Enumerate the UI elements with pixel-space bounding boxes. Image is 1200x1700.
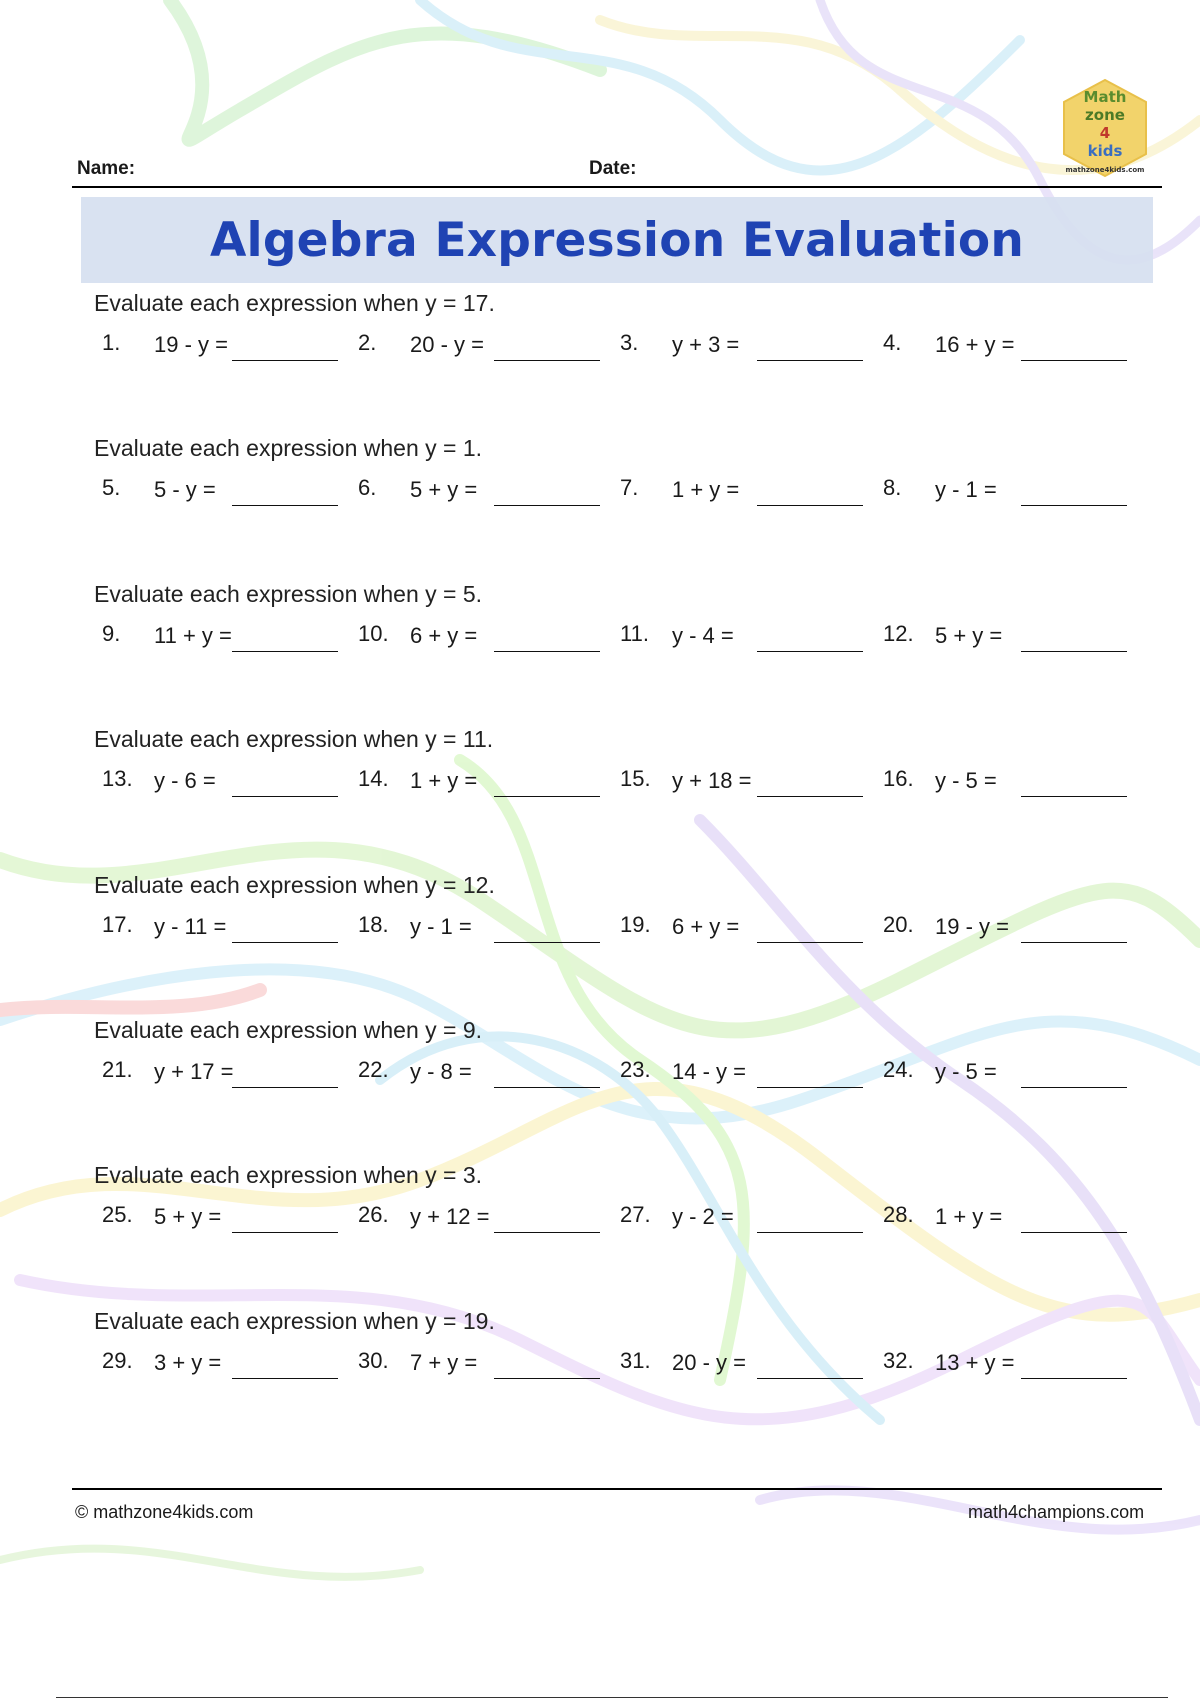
problem-item — [883, 330, 1127, 364]
problem-number: 10. — [358, 620, 389, 646]
answer-blank[interactable] — [494, 1378, 600, 1379]
problem-number: 25. — [102, 1202, 133, 1228]
answer-blank[interactable] — [1021, 1087, 1127, 1088]
problem-number: 9. — [102, 620, 121, 646]
problem-item — [620, 1202, 863, 1236]
problem-item — [358, 621, 600, 655]
answer-blank[interactable] — [232, 651, 338, 652]
problem-expression: y + 18 = — [672, 768, 752, 794]
problem-expression: y + 17 = — [154, 1059, 234, 1084]
problem-number: 28. — [883, 1202, 914, 1228]
problem-number: 2. — [358, 330, 377, 355]
answer-blank[interactable] — [757, 360, 863, 361]
problem-expression: y - 5 = — [935, 1059, 997, 1084]
answer-blank[interactable] — [1021, 796, 1127, 797]
problem-expression: y - 8 = — [410, 1059, 472, 1084]
problem-item — [620, 621, 863, 655]
answer-blank[interactable] — [494, 796, 600, 797]
title-banner — [81, 197, 1153, 283]
problem-number: 27. — [620, 1202, 651, 1228]
problem-item — [883, 1348, 1127, 1382]
worksheet-title: Algebra Expression Evaluation — [209, 212, 1025, 268]
problem-number: 17. — [102, 911, 133, 937]
problem-section — [0, 872, 1200, 1002]
problem-item — [358, 1057, 600, 1091]
name-label: Name: — [77, 158, 136, 179]
problem-expression: y - 4 = — [672, 622, 734, 648]
answer-blank[interactable] — [232, 1087, 338, 1088]
problem-expression: y - 2 = — [672, 1204, 734, 1230]
problem-item — [102, 1202, 338, 1236]
problem-item — [102, 330, 338, 364]
problem-expression: 1 + y = — [410, 768, 478, 794]
section-instruction: Evaluate each expression when y = 12. — [94, 871, 495, 898]
problem-expression: y - 6 = — [154, 768, 216, 794]
answer-blank[interactable] — [757, 651, 863, 652]
problem-section — [0, 1308, 1200, 1438]
problem-number: 8. — [883, 475, 902, 501]
answer-blank[interactable] — [1021, 942, 1127, 943]
section-instruction: Evaluate each expression when y = 17. — [94, 290, 495, 316]
problem-number: 5. — [102, 475, 121, 501]
problem-item — [883, 1202, 1127, 1236]
problem-section — [0, 1162, 1200, 1292]
problem-expression: y - 1 = — [410, 913, 472, 939]
problem-number: 11. — [620, 620, 649, 646]
problem-number: 20. — [883, 911, 914, 937]
problem-expression: 19 - y = — [935, 913, 1009, 939]
problem-number: 18. — [358, 911, 389, 937]
answer-blank[interactable] — [232, 1378, 338, 1379]
problem-expression: 5 + y = — [154, 1204, 222, 1230]
answer-blank[interactable] — [494, 942, 600, 943]
answer-blank[interactable] — [494, 360, 600, 361]
problem-number: 21. — [102, 1057, 133, 1082]
problem-number: 26. — [358, 1202, 389, 1228]
problem-expression: y - 5 = — [935, 768, 997, 794]
answer-blank[interactable] — [232, 360, 338, 361]
problem-item — [620, 766, 863, 800]
problem-number: 29. — [102, 1347, 133, 1373]
section-instruction: Evaluate each expression when y = 11. — [94, 726, 494, 753]
answer-blank[interactable] — [757, 1378, 863, 1379]
answer-blank[interactable] — [757, 1232, 863, 1233]
answer-blank[interactable] — [1021, 505, 1127, 506]
section-instruction: Evaluate each expression when y = 9. — [94, 1017, 483, 1043]
problem-expression: 14 - y = — [672, 1059, 746, 1084]
answer-blank[interactable] — [1021, 360, 1127, 361]
answer-blank[interactable] — [232, 1232, 338, 1233]
problem-item — [883, 912, 1127, 946]
problem-item — [102, 475, 338, 509]
problem-item — [102, 1057, 338, 1091]
problem-expression: 13 + y = — [935, 1349, 1015, 1375]
problem-number: 3. — [620, 330, 639, 355]
answer-blank[interactable] — [757, 796, 863, 797]
problem-section — [0, 435, 1200, 565]
name-date-row — [72, 158, 1162, 188]
problem-expression: 1 + y = — [672, 477, 740, 503]
footer-copyright: © mathzone4kids.com — [75, 1502, 254, 1522]
problem-item — [358, 1348, 600, 1382]
problem-number: 32. — [883, 1347, 914, 1373]
problem-expression: 1 + y = — [935, 1204, 1003, 1230]
problem-item — [358, 766, 600, 800]
problem-number: 30. — [358, 1347, 389, 1373]
problem-item — [620, 330, 863, 364]
problem-item — [883, 766, 1127, 800]
problem-expression: y + 12 = — [410, 1204, 490, 1230]
problem-expression: 6 + y = — [410, 622, 478, 648]
problem-number: 19. — [620, 911, 651, 937]
problem-expression: 7 + y = — [410, 1349, 478, 1375]
problem-expression: y + 3 = — [672, 332, 740, 357]
problem-number: 23. — [620, 1057, 651, 1082]
problem-item — [620, 1348, 863, 1382]
problem-expression: 11 + y = — [154, 622, 232, 648]
problem-item — [620, 1057, 863, 1091]
footer-website: math4champions.com — [968, 1502, 1145, 1522]
answer-blank[interactable] — [494, 1232, 600, 1233]
problem-section — [0, 581, 1200, 711]
problem-item — [358, 912, 600, 946]
problem-number: 4. — [883, 330, 902, 355]
answer-blank[interactable] — [232, 942, 338, 943]
problem-expression: 6 + y = — [672, 913, 740, 939]
problem-expression: 3 + y = — [154, 1349, 222, 1375]
problem-number: 15. — [620, 766, 651, 792]
problem-section — [0, 1017, 1200, 1147]
problem-number: 22. — [358, 1057, 389, 1082]
answer-blank[interactable] — [1021, 651, 1127, 652]
answer-blank[interactable] — [494, 505, 600, 506]
section-instruction: Evaluate each expression when y = 3. — [94, 1162, 483, 1189]
problem-expression: 5 - y = — [154, 477, 216, 503]
problem-item — [883, 621, 1127, 655]
problem-item — [358, 1202, 600, 1236]
problem-expression: y - 1 = — [935, 477, 997, 503]
problem-item — [883, 1057, 1127, 1091]
problem-item — [358, 330, 600, 364]
problem-section — [0, 726, 1200, 856]
answer-blank[interactable] — [757, 942, 863, 943]
problem-number: 13. — [102, 766, 133, 792]
problem-item — [358, 475, 600, 509]
footer-divider — [72, 1488, 1162, 1490]
problem-item — [102, 621, 338, 655]
problem-number: 12. — [883, 620, 914, 646]
logo-line4: kids — [1087, 142, 1123, 160]
answer-blank[interactable] — [232, 796, 338, 797]
problem-number: 7. — [620, 475, 639, 501]
problem-expression: 16 + y = — [935, 332, 1015, 357]
problem-item — [883, 475, 1127, 509]
logo-line1: Math — [1083, 88, 1127, 106]
logo-line5: mathzone4kids.com — [1065, 166, 1145, 174]
answer-blank[interactable] — [494, 1087, 600, 1088]
problem-number: 31. — [620, 1347, 651, 1373]
problem-expression: 20 - y = — [672, 1349, 746, 1375]
problem-item — [620, 912, 863, 946]
problem-number: 6. — [358, 475, 377, 501]
problem-item — [102, 1348, 338, 1382]
problem-number: 14. — [358, 766, 389, 792]
problem-expression: 20 - y = — [410, 332, 484, 357]
problem-item — [102, 766, 338, 800]
logo-line2: zone — [1085, 106, 1125, 124]
date-label: Date: — [589, 158, 637, 179]
answer-blank[interactable] — [1021, 1378, 1127, 1379]
section-instruction: Evaluate each expression when y = 19. — [94, 1307, 495, 1334]
section-instruction: Evaluate each expression when y = 5. — [94, 580, 483, 607]
problem-item — [620, 475, 863, 509]
logo-line3: 4 — [1099, 124, 1111, 142]
answer-blank[interactable] — [757, 505, 863, 506]
problem-section — [0, 290, 1200, 420]
problem-number: 24. — [883, 1057, 914, 1082]
problem-item — [102, 912, 338, 946]
page-bottom-line — [56, 1697, 1168, 1698]
problem-expression: y - 11 = — [154, 913, 227, 939]
answer-blank[interactable] — [494, 651, 600, 652]
answer-blank[interactable] — [757, 1087, 863, 1088]
section-instruction: Evaluate each expression when y = 1. — [94, 435, 483, 462]
problem-number: 16. — [883, 766, 914, 792]
answer-blank[interactable] — [232, 505, 338, 506]
problem-expression: 5 + y = — [935, 622, 1003, 648]
problem-expression: 5 + y = — [410, 477, 478, 503]
problem-expression: 19 - y = — [154, 332, 228, 357]
problem-number: 1. — [102, 330, 121, 355]
answer-blank[interactable] — [1021, 1232, 1127, 1233]
